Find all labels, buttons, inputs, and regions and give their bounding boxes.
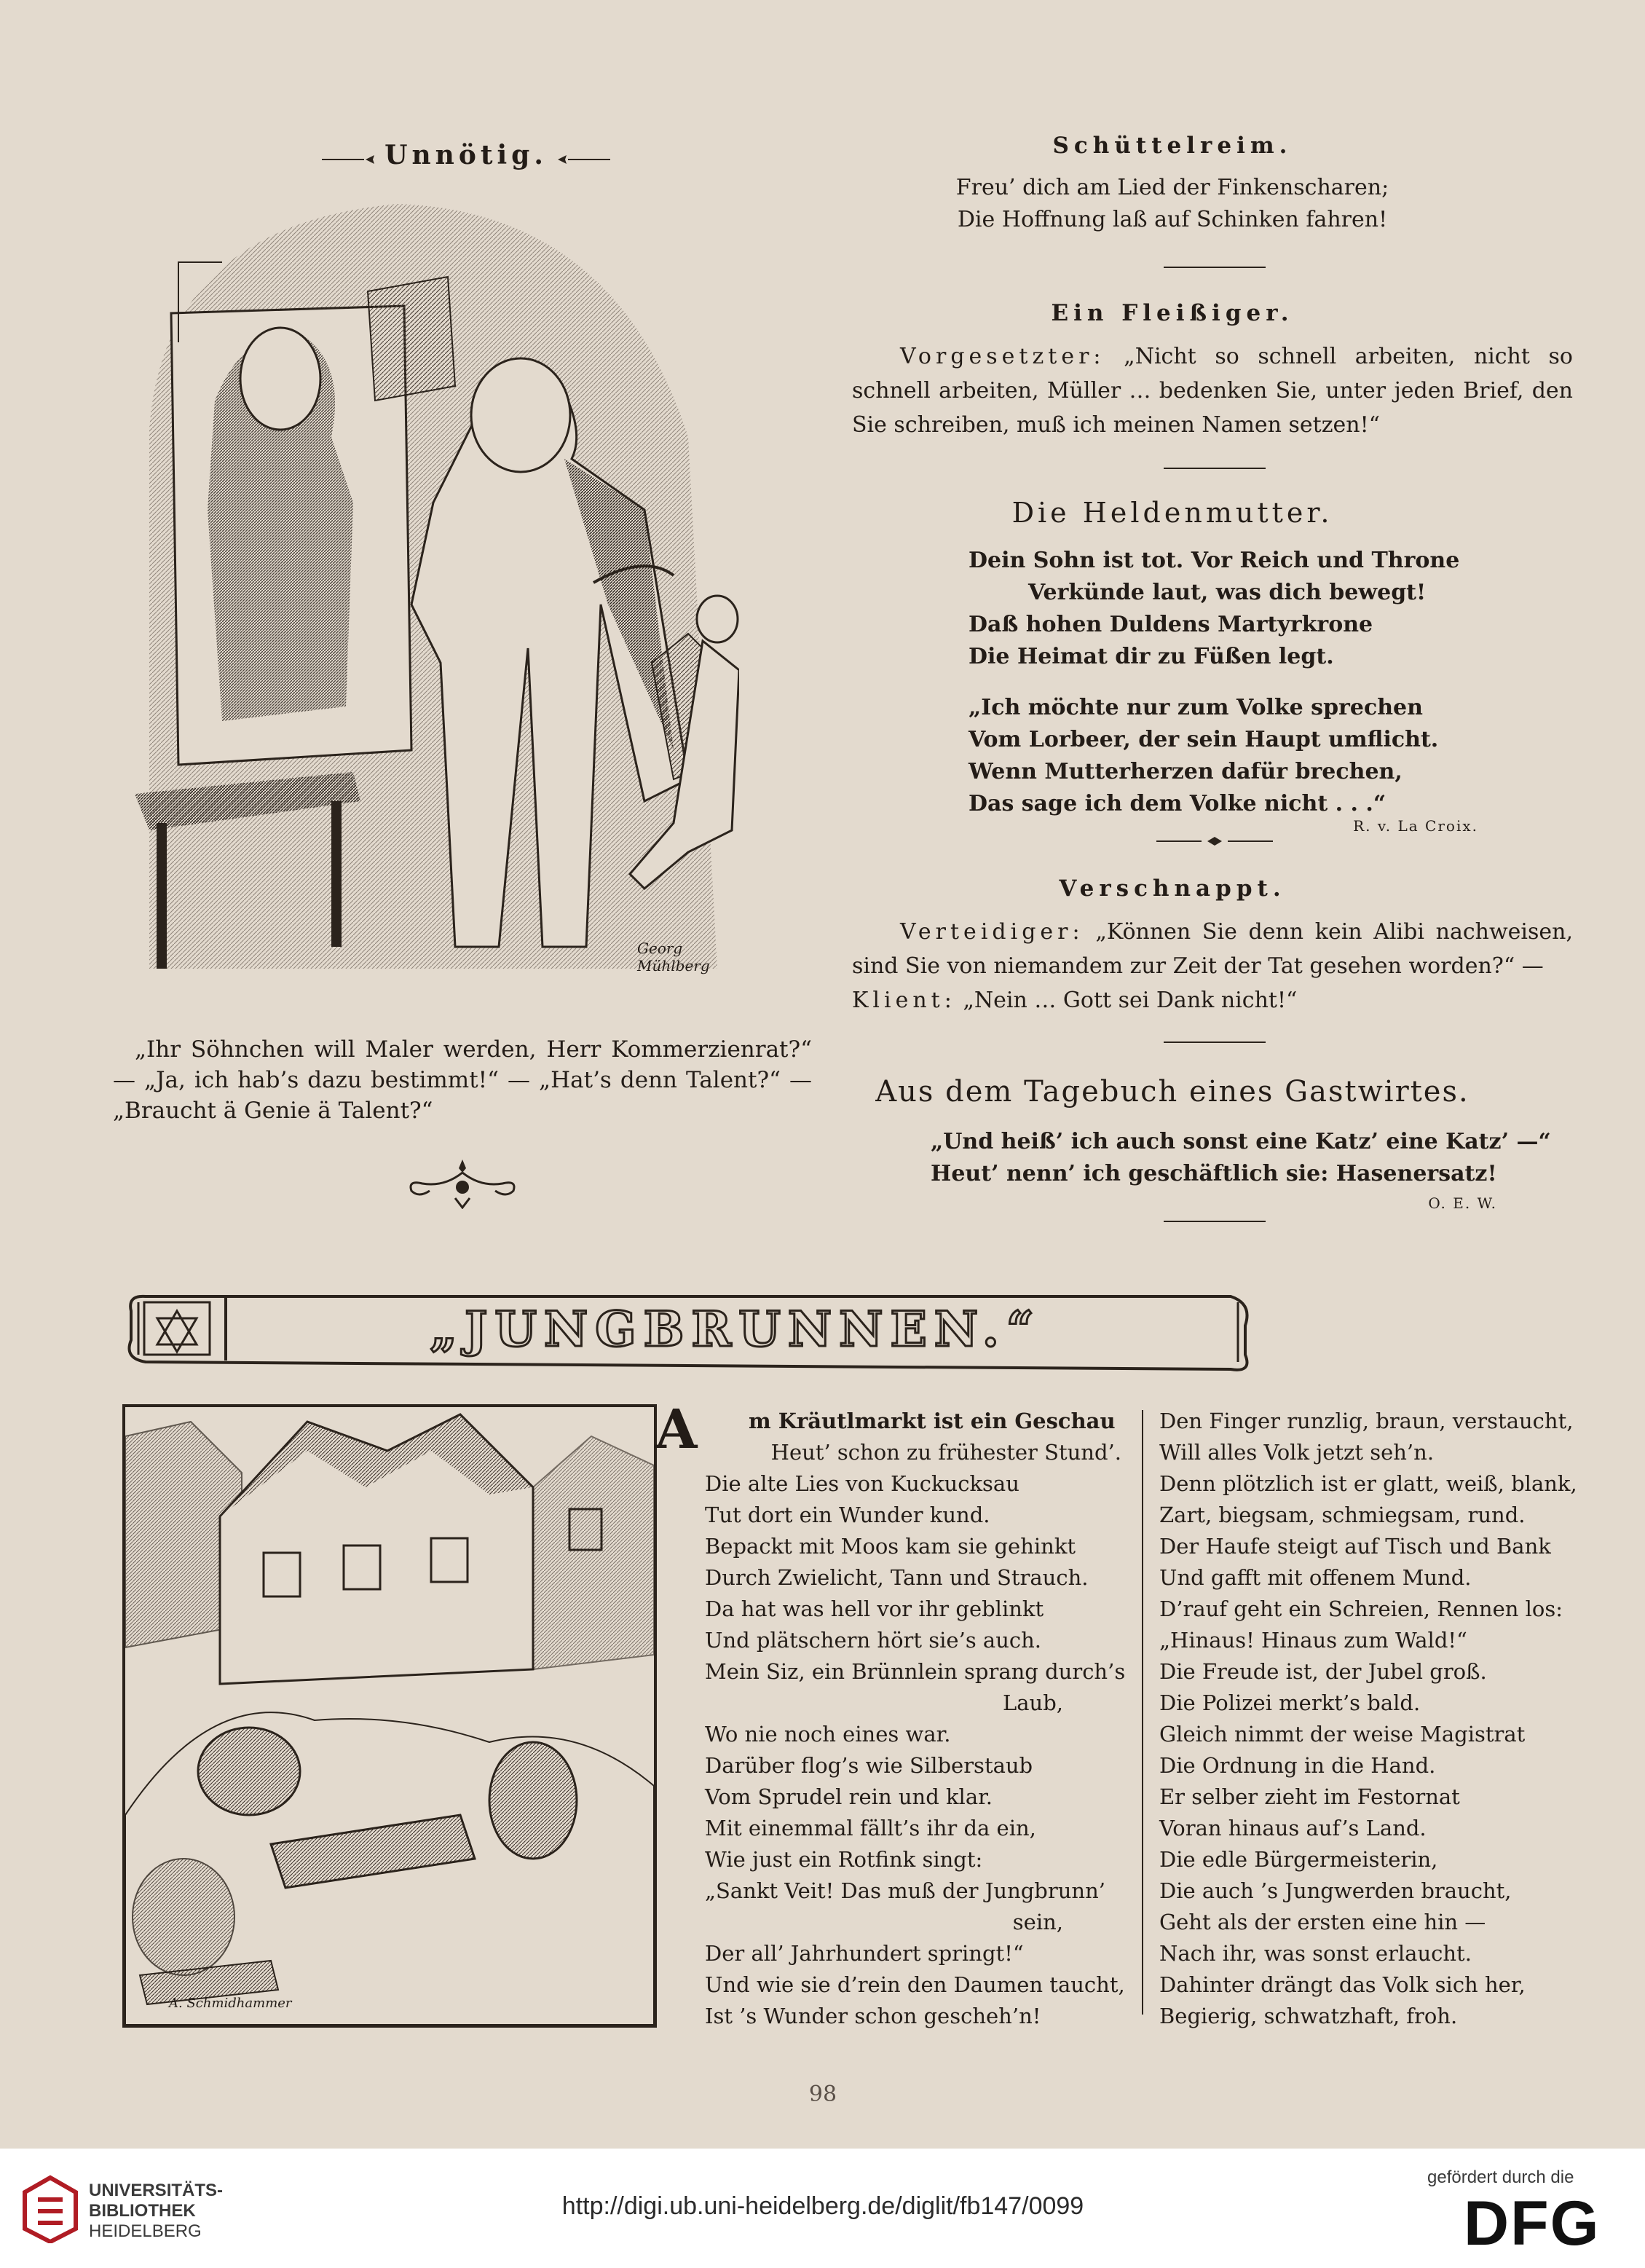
heldenmutter-stanza-1 (969, 545, 1536, 673)
heldenmutter-title: Die Heldenmutter. (1011, 497, 1333, 529)
poem-line: Der Haufe steigt auf Tisch und Bank (1159, 1534, 1551, 1559)
library-line: HEIDELBERG (89, 2221, 202, 2241)
caption-text: „Ihr Söhnchen will Maler werden, Herr Kommerzienrat?“ — „Ja, ich hab’s dazu bestimmt!“ — „Hat’s denn Talent?“ — „Braucht ä Genie ä Talent?“ (113, 1036, 812, 1124)
poem-column-2 (1159, 1406, 1596, 2032)
poem-line: Er selber zieht im Festornat (1159, 1784, 1460, 1809)
schuettelreim-title: Schüttelreim. (1052, 133, 1293, 159)
poem-line: Zart, biegsam, schmiegsam, rund. (1159, 1503, 1526, 1527)
poem-line: Laub, (1002, 1690, 1063, 1715)
sponsor-text: gefördert durch die (1427, 2167, 1574, 2187)
flourish-icon (401, 1158, 524, 1209)
library-name (89, 2181, 223, 2242)
poem-line: „Sankt Veit! Das muß der Jungbrunn’ (705, 1878, 1105, 1903)
speech: „Nein … Gott sei Dank nicht!“ (963, 988, 1298, 1013)
poem-line: Geht als der ersten eine hin — (1159, 1910, 1486, 1934)
right-ornament-icon (553, 154, 612, 165)
poem-line: Mein Siz, ein Brünnlein sprang durch’s (705, 1659, 1126, 1684)
poem-line: D’rauf geht ein Schreien, Rennen los: (1159, 1596, 1563, 1621)
poem-line-text: m Kräutlmarkt ist ein Geschau (749, 1409, 1116, 1433)
fleissiger-title: Ein Fleißiger. (1051, 300, 1294, 326)
poem-line: „Hinaus! Hinaus zum Wald!“ (1159, 1628, 1467, 1653)
divider (1164, 267, 1266, 268)
jungbrunnen-banner (117, 1282, 1267, 1377)
poem-line: Gleich nimmt der weise Magistrat (1159, 1722, 1526, 1747)
verse-line: Die Hoffnung laß auf Schinken fahren! (957, 207, 1388, 232)
poem-line: Voran hinaus auf’s Land. (1159, 1816, 1427, 1840)
unnoetig-caption (113, 1034, 812, 1126)
library-line: BIBLIOTHEK (89, 2201, 196, 2221)
poem-line: Bepackt mit Moos kam sie gehinkt (705, 1534, 1076, 1559)
tagebuch-verse (931, 1126, 1551, 1190)
source-url-link[interactable]: http://digi.ub.uni-heidelberg.de/diglit/fb147/0099 (561, 2192, 1084, 2220)
poem-line: Darüber flog’s wie Silberstaub (705, 1753, 1033, 1778)
dfg-logo: DFG (1464, 2189, 1601, 2259)
poem-line: Den Finger runzlig, braun, verstaucht, (1159, 1409, 1574, 1433)
poem-line: Und wie sie d’rein den Daumen taucht, (705, 1972, 1125, 1997)
divider (1164, 1042, 1266, 1043)
digitization-footer (0, 2149, 1645, 2268)
banner-title: „JUNGBRUNNEN.“ (430, 1301, 1041, 1358)
poem-line: Wie just ein Rotfink singt: (705, 1847, 983, 1872)
poem-line: Und plätschern hört sie’s auch. (705, 1628, 1042, 1653)
speaker: Verteidiger: (900, 919, 1084, 945)
library-line: UNIVERSITÄTS- (89, 2181, 224, 2200)
library-logo-icon (17, 2170, 80, 2243)
poem-line (705, 1406, 1121, 1437)
poem-line: Da hat was hell vor ihr geblinkt (705, 1596, 1044, 1621)
poem-line: Will alles Volk jetzt seh’n. (1159, 1440, 1435, 1465)
poem-column-1 (705, 1406, 1126, 2032)
poem-line: Die Freude ist, der Jubel groß. (1159, 1659, 1487, 1684)
unnoetig-title-row (320, 140, 612, 176)
poem-line: Heut’ schon zu frühester Stund’. (770, 1440, 1121, 1465)
divider (1164, 1221, 1266, 1222)
heldenmutter-author: R. v. La Croix. (1353, 817, 1478, 835)
poem-line: Denn plötzlich ist er glatt, weiß, blank, (1159, 1471, 1577, 1496)
poem-line: Die Ordnung in die Hand. (1159, 1753, 1436, 1778)
verse-line: Freu’ dich am Lied der Finkenscharen; (955, 175, 1389, 200)
drop-cap-icon: A (655, 1398, 698, 1461)
verschnappt-title: Verschnappt. (1059, 875, 1286, 902)
poem-line: Dahinter drängt das Volk sich her, (1159, 1972, 1526, 1997)
verse-line: Vom Lorbeer, der sein Haupt umflicht. (969, 727, 1439, 752)
poem-line: Und gafft mit offenem Mund. (1159, 1565, 1472, 1590)
verse-line: Verkünde laut, was dich bewegt! (1028, 580, 1427, 605)
verse-line: „Ich möchte nur zum Volke sprechen (969, 695, 1423, 720)
verse-line: Dein Sohn ist tot. Vor Reich und Throne (969, 548, 1460, 573)
verse-line: Daß hohen Duldens Martyrkrone (969, 612, 1373, 637)
poem-line: Die alte Lies von Kuckucksau (705, 1471, 1019, 1496)
speech: „Nicht so schnell arbeiten, nicht so schnell arbeiten, Müller … bedenken Sie, unter jeden Brief, den Sie schreiben, muß ich meinen Namen setzen!“ (852, 344, 1573, 438)
heldenmutter-stanza-2 (969, 692, 1536, 820)
tagebuch-title: Aus dem Tagebuch eines Gastwirtes. (875, 1075, 1470, 1109)
poem-line: Die auch ’s Jungwerden braucht, (1159, 1878, 1512, 1903)
speaker: Vorgesetzter: (900, 344, 1105, 369)
jungbrunnen-illustration (122, 1404, 657, 2028)
speech: „Können Sie denn kein Alibi nachweisen, sind Sie von niemandem zur Zeit der Tat gesehen worden?“ — (852, 919, 1573, 979)
poem-line: Vom Sprudel rein und klar. (705, 1784, 993, 1809)
verse-line: Wenn Mutterherzen dafür brechen, (969, 759, 1403, 784)
poem-line: Nach ihr, was sonst erlaucht. (1159, 1941, 1472, 1966)
unnoetig-title: Unnötig. (384, 140, 548, 170)
verse-line: Das sage ich dem Volke nicht . . .“ (969, 791, 1386, 816)
verse-line: „Und heiß’ ich auch sonst eine Katz’ eine Katz’ —“ (931, 1129, 1551, 1154)
poem-line: Durch Zwielicht, Tann und Strauch. (705, 1565, 1089, 1590)
column-divider (1142, 1410, 1143, 2015)
speaker: Klient: (852, 988, 956, 1013)
illustration-artist: A. Schmidhammer (169, 1996, 292, 2011)
schuettelreim-verse (896, 172, 1449, 236)
poem-line: Begierig, schwatzhaft, froh. (1159, 2004, 1458, 2028)
poem-line: Tut dort ein Wunder kund. (705, 1503, 990, 1527)
verse-line: Die Heimat dir zu Füßen legt. (969, 644, 1334, 669)
page-number: 98 (808, 2082, 837, 2107)
poem-line: Wo nie noch eines war. (705, 1722, 951, 1747)
poem-line: sein, (1012, 1910, 1063, 1934)
star-divider-icon (1156, 836, 1273, 846)
tagebuch-author: O. E. W. (1428, 1194, 1497, 1212)
fleissiger-text (852, 339, 1573, 442)
poem-line: Der all’ Jahrhundert springt!“ (705, 1941, 1024, 1966)
divider (1164, 468, 1266, 469)
poem-line: Die Polizei merkt’s bald. (1159, 1690, 1421, 1715)
verse-line: Heut’ nenn’ ich geschäftlich sie: Hasenersatz! (931, 1161, 1497, 1186)
unnoetig-illustration (135, 197, 739, 983)
left-ornament-icon (320, 154, 379, 165)
poem-line: Die edle Bürgermeisterin, (1159, 1847, 1438, 1872)
illustration-signature: Georg Mühlberg (637, 940, 710, 974)
verschnappt-text (852, 915, 1573, 1017)
poem-line: Mit einemmal fällt’s ihr da ein, (705, 1816, 1036, 1840)
poem-line: Ist ’s Wunder schon gescheh’n! (705, 2004, 1041, 2028)
